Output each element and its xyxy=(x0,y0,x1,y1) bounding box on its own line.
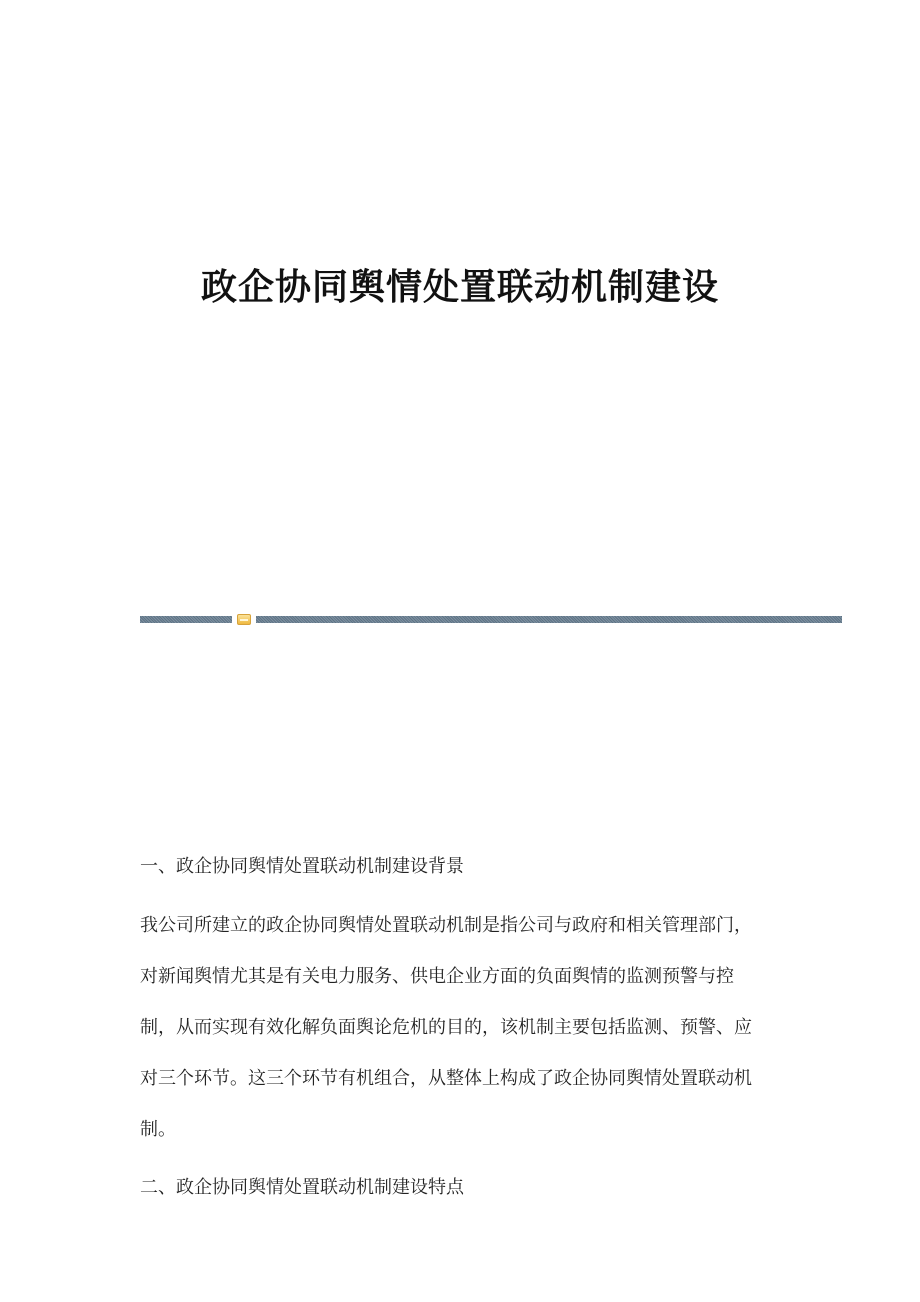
divider-bar-right xyxy=(256,616,842,623)
document-title: 政企协同舆情处置联动机制建设 xyxy=(200,267,719,308)
paragraph-line: 制。 xyxy=(140,1119,176,1140)
section-heading: 二、政企协同舆情处置联动机制建设特点 xyxy=(140,1177,464,1198)
paragraph-line: 对新闻舆情尤其是有关电力服务、供电企业方面的负面舆情的监测预警与控 xyxy=(140,966,734,987)
body-paragraph xyxy=(140,900,776,1155)
paragraph-line: 对三个环节。这三个环节有机组合，从整体上构成了政企协同舆情处置联动机 xyxy=(140,1068,752,1089)
divider-ornament-icon xyxy=(237,614,251,625)
divider-bar-left xyxy=(140,616,232,623)
section-divider xyxy=(140,613,842,627)
section-heading: 一、政企协同舆情处置联动机制建设背景 xyxy=(140,856,464,877)
paragraph-line: 我公司所建立的政企协同舆情处置联动机制是指公司与政府和相关管理部门， xyxy=(140,915,752,936)
paragraph-line: 制，从而实现有效化解负面舆论危机的目的，该机制主要包括监测、预警、应 xyxy=(140,1017,752,1038)
document-body xyxy=(140,852,776,1203)
